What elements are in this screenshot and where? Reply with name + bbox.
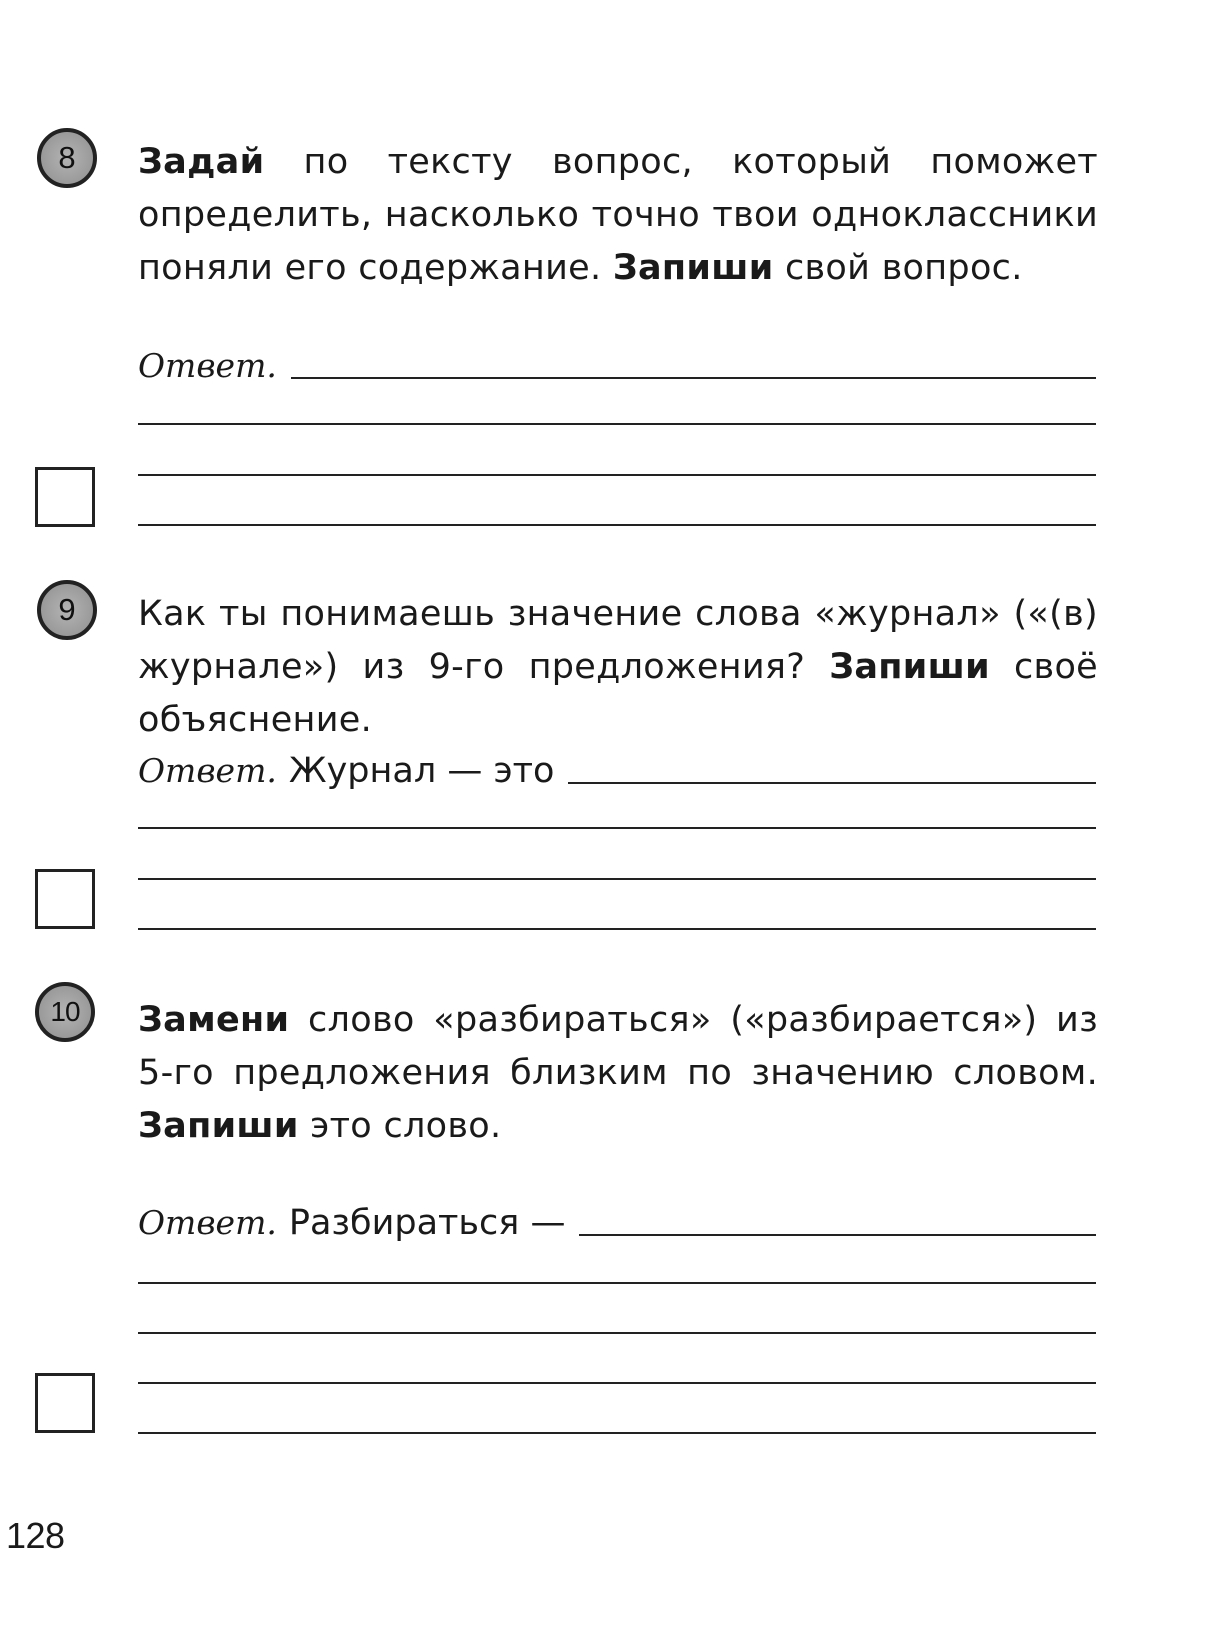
answer-label: Ответ. (138, 751, 277, 790)
answer-line[interactable] (568, 780, 1096, 784)
task-number: 8 (58, 140, 76, 175)
score-box[interactable] (35, 869, 95, 929)
answer-line[interactable] (138, 928, 1096, 930)
answer-line[interactable] (138, 524, 1096, 526)
answer-line[interactable] (138, 474, 1096, 476)
task-number: 10 (50, 996, 80, 1027)
answer-line[interactable] (138, 1382, 1096, 1384)
task-verb: Запиши (829, 647, 990, 687)
task-verb: Запиши (138, 1106, 299, 1146)
task-verb: Запиши (612, 248, 774, 288)
answer-line[interactable] (138, 827, 1096, 829)
task-number-badge (37, 128, 97, 188)
answer-line[interactable] (138, 1332, 1096, 1334)
answer-line[interactable] (138, 878, 1096, 880)
answer-label: Ответ. (138, 346, 277, 385)
answer-line[interactable] (138, 1282, 1096, 1284)
task-number-badge (37, 580, 97, 640)
task-8-answer-row[interactable] (138, 336, 1096, 386)
task-verb: Задай (138, 142, 265, 182)
task-9-answer-row[interactable] (138, 741, 1096, 791)
task-8-text (138, 136, 1098, 295)
answer-label: Ответ. (138, 1203, 277, 1242)
answer-line[interactable] (138, 423, 1096, 425)
task-number-badge (35, 982, 95, 1042)
task-text-part: своё объяснение. (138, 647, 1098, 740)
task-text-part: свой вопрос. (773, 248, 1023, 288)
task-text-part: Как ты понимаешь значение слова «журнал» («(в) журнале») из 9-го предложения? (138, 594, 1098, 687)
page-number: 128 (6, 1515, 65, 1556)
answer-line[interactable] (579, 1232, 1096, 1236)
answer-line[interactable] (138, 1432, 1096, 1434)
task-verb: Замени (138, 1000, 290, 1040)
task-10-text (138, 994, 1098, 1153)
score-box[interactable] (35, 467, 95, 527)
task-text-part: слово «разбираться» («разбирается») из 5-го предложения близким по значению словом. (138, 1000, 1098, 1093)
answer-prefix: Журнал — это (288, 751, 555, 791)
task-10-answer-row[interactable] (138, 1193, 1096, 1243)
score-box[interactable] (35, 1373, 95, 1433)
task-text-part: это слово. (298, 1106, 502, 1146)
answer-prefix: Разбираться — (288, 1203, 566, 1243)
task-number: 9 (58, 592, 76, 627)
task-9-text (138, 588, 1098, 747)
task-text-part: по тексту вопрос, который поможет определить, насколько точно твои одноклассники поняли его содержание. (138, 142, 1098, 288)
answer-line[interactable] (291, 375, 1096, 379)
